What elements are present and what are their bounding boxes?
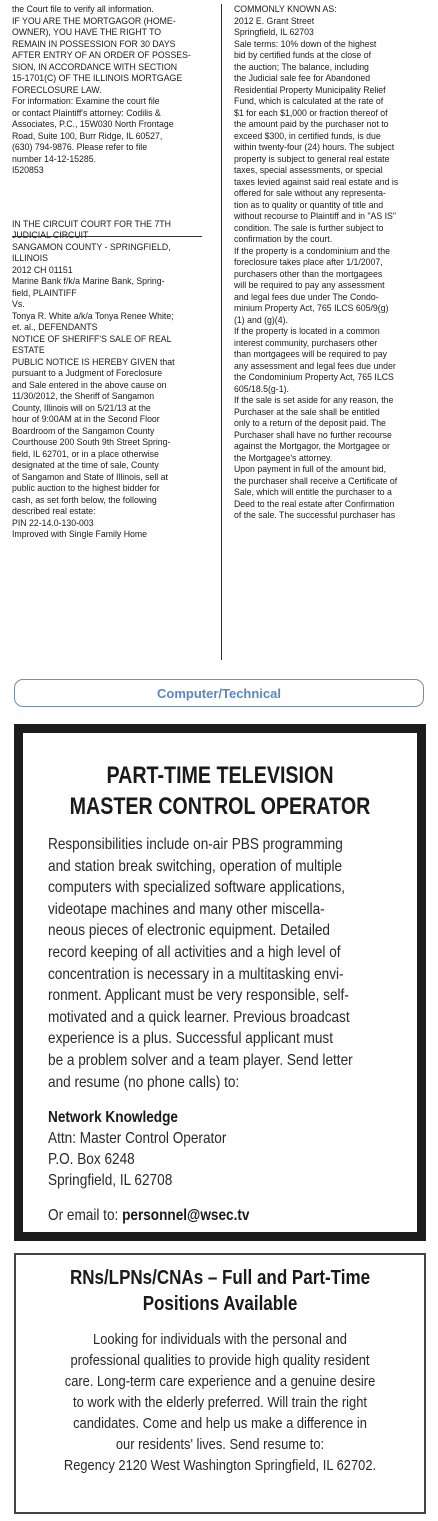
notice-line: COMMONLY KNOWN AS: [234, 4, 337, 15]
notice-line: pursuant to a Judgment of Foreclosure [12, 368, 163, 379]
notice-line: designated at the time of sale, County [12, 460, 159, 471]
sheriff-sale-notice [12, 219, 213, 541]
notice-line: Improved with Single Family Home [12, 529, 148, 540]
contact-city: Springfield, IL 62708 [48, 1172, 173, 1190]
ad-body-line: our residents' lives. Send resume to: [115, 1436, 325, 1453]
notice-line: Sale terms: 10% down of the highest [234, 38, 377, 50]
contact-attn: Attn: Master Control Operator [48, 1130, 227, 1148]
ad-body-line: computers with specialized software applications, [48, 879, 346, 897]
notice-line: ESTATE [12, 345, 45, 356]
notice-line: purchasers other than the mortgagees [234, 268, 383, 280]
notice-column-left [12, 4, 213, 541]
contact-po-box: P.O. Box 6248 [48, 1151, 135, 1169]
notice-line: (630) 794-9876. Please refer to file [12, 142, 148, 153]
notice-line: 605/18.5(g-1). [234, 383, 289, 395]
notice-line: If the property is a condominium and the [234, 245, 390, 257]
notice-line: OWNER), YOU HAVE THE RIGHT TO [12, 27, 162, 38]
notice-line: cash, as set forth below, the following [12, 494, 157, 506]
legal-notices [0, 0, 438, 660]
notice-line: described real estate: [12, 506, 96, 517]
ad-body [45, 1329, 396, 1476]
notice-line: will be required to pay any assessment [234, 280, 385, 291]
ad-body [48, 834, 362, 1093]
notice-line: PUBLIC NOTICE IS HEREBY GIVEN that [12, 356, 175, 368]
notice-line: County, Illinois will on 5/21/13 at the [12, 402, 151, 414]
notice-line: the Condominium Property Act, 765 ILCS [234, 372, 394, 383]
notice-line: Road, Suite 100, Burr Ridge, IL 60527, [12, 130, 163, 142]
notice-line: hour of 9:00AM at in the Second Floor [12, 414, 160, 425]
ad-body-line: professional qualities to provide high quality resident [70, 1352, 370, 1369]
notice-line: PIN 22-14.0-130-003 [12, 517, 94, 529]
notice-line: of the sale. The successful purchaser has [234, 510, 396, 521]
notice-line: 2012 E. Grant Street [234, 15, 315, 27]
notice-line: within twenty-four (24) hours. The subject [234, 142, 395, 153]
ad-body-line: be a problem solver and a team player. Send letter [48, 1051, 353, 1069]
notice-line: minium Property Act, 765 ILCS 605/9(g) [234, 303, 389, 314]
ad-body-line: ronment. Applicant must be very responsible, self- [48, 987, 349, 1005]
ad-title-line: Positions Available [142, 1293, 298, 1315]
notice-line: 15-1701(C) OF THE ILLINOIS MORTGAGE [12, 73, 183, 84]
ad-body-line: motivated and a quick learner. Previous broadcast [48, 1008, 350, 1026]
ad-body-line: videotape machines and many other miscella- [48, 900, 325, 918]
ad-body-line: concentration is necessary in a multitasking envi- [48, 965, 344, 983]
ad-title-line: RNs/LPNs/CNAs – Full and Part-Time [69, 1267, 371, 1289]
notice-line: ILLINOIS [12, 253, 48, 264]
ad-contact-block [48, 1107, 362, 1191]
notice-line: confirmation by the court. [234, 234, 333, 245]
notice-line: and Sale entered in the above cause on [12, 379, 167, 391]
notice-line: Springfield, IL 62703 [234, 27, 314, 38]
ad-body-line: care. Long-term care experience and a genuine desire [64, 1373, 376, 1390]
ad-body-line: to work with the elderly preferred. Will train the right [73, 1394, 367, 1411]
notice-line: field, PLAINTIFF [12, 287, 77, 299]
ad-body-line: neous pieces of electronic equipment. Detailed [48, 922, 331, 940]
notice-line: For information: Examine the court file [12, 96, 160, 107]
contact-organization: Network Knowledge [48, 1109, 178, 1127]
notice-line: et. al., DEFENDANTS [12, 322, 98, 333]
notice-separator-rule [12, 236, 202, 237]
notice-line: FORECLOSURE LAW. [12, 84, 102, 96]
notice-line: number 14-12-15285. [12, 153, 97, 165]
ad-body-line: Responsibilities include on-air PBS programming [48, 836, 343, 853]
ad-title-line: PART-TIME TELEVISION [106, 762, 334, 789]
notice-line: or contact Plaintiff's attorney: Codilis & [12, 107, 161, 119]
notice-line: only to a return of the deposit paid. The [234, 418, 386, 429]
notice-line: condition. The sale is further subject to [234, 222, 384, 234]
notice-line: JUDICIAL CIRCUIT [12, 230, 89, 241]
notice-line: $1 for each $1,000 or fraction thereof of [234, 107, 388, 119]
notice-line: IN THE CIRCUIT COURT FOR THE 7TH [12, 218, 171, 230]
notice-line: the purchaser shall receive a Certificate of [234, 475, 398, 487]
email-address: personnel@wsec.tv [122, 1207, 250, 1225]
notice-line: taxes, special assessments, or special [234, 165, 383, 176]
notice-line: Fund, which is calculated at the rate of [234, 96, 384, 107]
notice-line: (1) and (g)(4). [234, 314, 288, 326]
notice-line: Purchaser shall have no further recourse [234, 429, 392, 441]
ad-body-line: record keeping of all activities and a high level of [48, 943, 341, 961]
ad-body-line: experience is a plus. Successful applicant must [48, 1030, 333, 1048]
notice-line: Associates, P.C., 15W030 North Frontage [12, 119, 174, 130]
notice-line: Boardroom of the Sangamon County [12, 425, 155, 437]
ad-title [58, 760, 381, 822]
notice-line: field, IL 62701, or in a place otherwise [12, 448, 159, 460]
notice-line: and legal fees due under The Condo- [234, 291, 379, 303]
column-divider [221, 4, 222, 660]
notice-line: NOTICE OF SHERIFF'S SALE OF REAL [12, 333, 172, 345]
notice-line: the Court file to verify all information. [12, 4, 154, 15]
notice-line: If the property is located in a common [234, 326, 380, 337]
notice-line: Purchaser at the sale shall be entitled [234, 406, 380, 418]
notice-line: 11/30/2012, the Sheriff of Sangamon [12, 391, 155, 402]
notice-line: the auction; The balance, including [234, 61, 369, 73]
notice-line: any assessment and legal fees due under [234, 360, 396, 372]
notice-line: Residential Property Municipality Relief [234, 84, 386, 96]
notice-line: the Mortgagee's attorney. [234, 452, 333, 464]
foreclosure-notice-continued [12, 4, 213, 177]
section-header-computer-technical: Computer/Technical [14, 679, 424, 707]
notice-line: SION, IN ACCORDANCE WITH SECTION [12, 61, 178, 73]
ad-body-line: Looking for individuals with the personal and [93, 1331, 347, 1348]
notice-line: interest community, purchasers other [234, 337, 378, 349]
notice-line: If the sale is set aside for any reason, the [234, 395, 394, 406]
notice-line: than mortgagees will be required to pay [234, 349, 388, 360]
notice-line: offered for sale without any representa- [234, 188, 386, 199]
notice-line: public auction to the highest bidder for [12, 483, 160, 494]
notice-line: of Sangamon and State of Illinois, sell at [12, 471, 168, 483]
ad-body-line: and station break switching, operation of multiple [48, 857, 343, 875]
notice-line: without recourse to Plaintiff and in "AS IS" [234, 211, 397, 222]
notice-line: Courthouse 200 South 9th Street Spring- [12, 437, 171, 448]
notice-line: Sale, which will entitle the purchaser to a [234, 487, 392, 498]
notice-line: Deed to the real estate after Confirmation [234, 498, 395, 510]
contact-email-line [48, 1205, 362, 1226]
notice-line: against the Mortgagor, the Mortgagee or [234, 441, 390, 452]
notice-line: the Judicial sale fee for Abandoned [234, 73, 371, 84]
notice-line: foreclosure takes place after 1/1/2007, [234, 257, 383, 268]
notice-line: tion as to quality or quantity of title and [234, 199, 384, 211]
notice-line: Tonya R. White a/k/a Tonya Renee White; [12, 310, 174, 322]
notice-line: IF YOU ARE THE MORTGAGOR (HOME- [12, 15, 176, 27]
notice-line: Marine Bank f/k/a Marine Bank, Spring- [12, 276, 165, 287]
ad-body-line: Regency 2120 West Washington Springfield, IL 62702. [63, 1457, 377, 1474]
notice-line: the amount paid by the purchaser not to [234, 119, 389, 130]
ad-title-line: MASTER CONTROL OPERATOR [69, 793, 371, 820]
notice-line: exceed $300, in certified funds, is due [234, 130, 381, 142]
ad-tv-master-control-operator [14, 724, 426, 1241]
ad-nursing-positions [14, 1253, 426, 1514]
notice-line: REMAIN IN POSSESSION FOR 30 DAYS [12, 38, 176, 50]
notice-line: SANGAMON COUNTY - SPRINGFIELD, [12, 241, 171, 253]
ad-body-line: and resume (no phone calls) to: [48, 1073, 240, 1091]
notice-line: I520853 [12, 165, 44, 176]
notice-line: property is subject to general real estate [234, 153, 390, 165]
email-prefix: Or email to: [48, 1207, 123, 1225]
notice-column-right [234, 4, 431, 522]
notice-line: bid by certified funds at the close of [234, 50, 372, 61]
notice-line: 2012 CH 01151 [12, 264, 73, 276]
notice-line: Vs. [12, 299, 25, 310]
notice-line: taxes levied against said real estate and is [234, 176, 399, 188]
notice-line: Upon payment in full of the amount bid, [234, 464, 387, 475]
notice-line: AFTER ENTRY OF AN ORDER OF POSSES- [12, 50, 191, 61]
ad-title [47, 1265, 394, 1317]
ad-body-line: candidates. Come and help us make a difference in [73, 1415, 367, 1432]
